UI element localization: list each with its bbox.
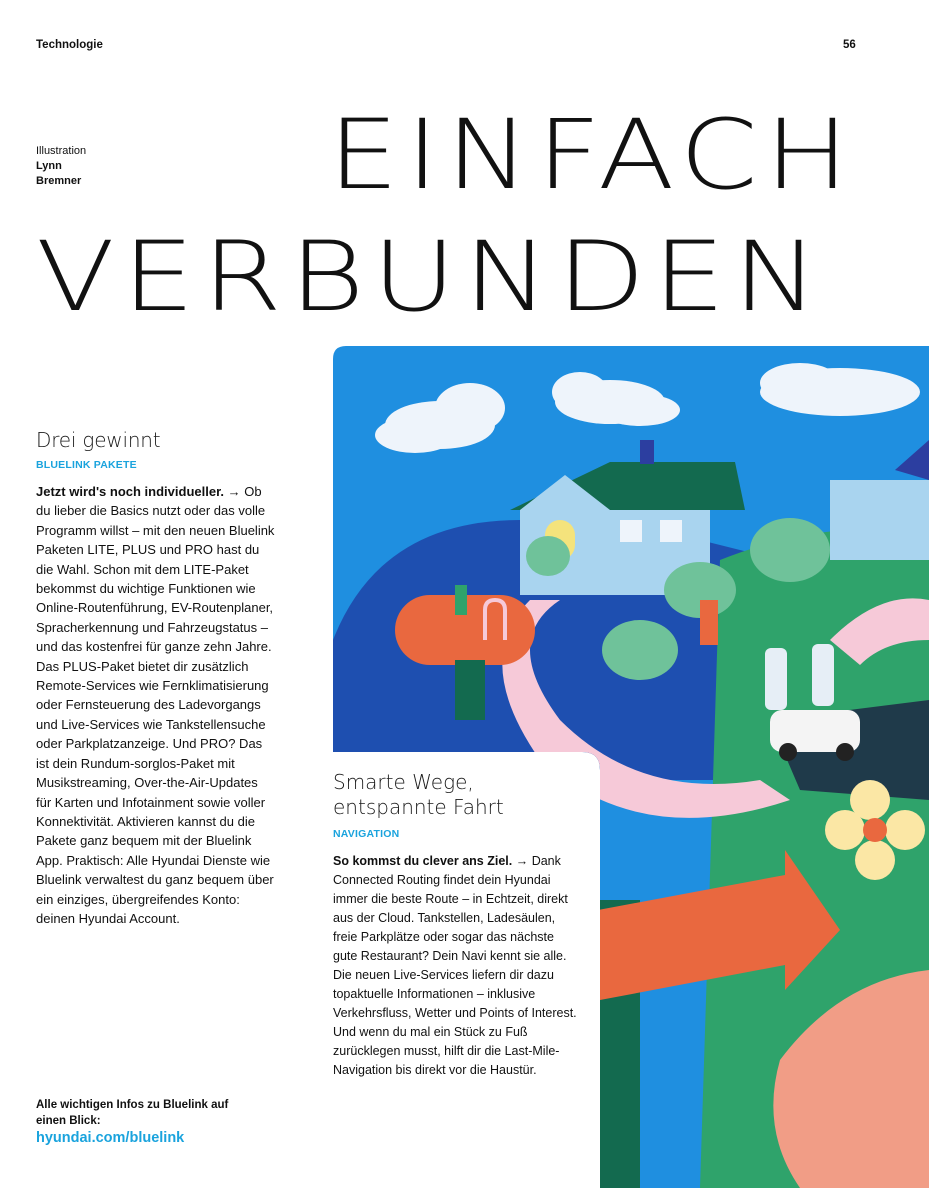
article-bluelink-pakete: [36, 428, 276, 928]
article-lead: So kommst du clever ans Ziel. →: [333, 854, 529, 868]
info-text: Alle wichtigen Infos zu Bluelink auf einen Blick:: [36, 1099, 229, 1127]
credit-name-first: Lynn: [36, 160, 62, 172]
article-body-text: Dank Connected Routing findet dein Hyundai immer die beste Route – in Echtzeit, direkt aus der Cloud. Tankstellen, Ladesäulen, freie Parkplätze oder sogar das nächste gute Restaurant? Dein Navi kennt sie alle. Die neuen Live-Services liefern dir dazu topaktuelle Informationen – inklusive Verkehrsfluss, Wetter und Points of Interest. Und wenn du mal ein Stück zu Fuß zurücklegen musst, hilft dir die Last-Mile-Navigation bis direkt vor die Haustür.: [333, 854, 577, 1077]
article-lead: Jetzt wird's noch individueller. →: [36, 484, 241, 499]
article-body: [333, 852, 581, 1080]
article-navigation: [333, 770, 581, 1080]
article-title: Drei gewinnt: [36, 428, 161, 452]
headline-line1: EINFACH: [328, 99, 856, 211]
article-title-line2: entspannte Fahrt: [333, 795, 504, 819]
article-kicker: BLUELINK PAKETE: [36, 459, 137, 471]
article-title: [333, 770, 581, 820]
credit-role: Illustration: [36, 145, 87, 157]
info-box: [36, 1098, 236, 1147]
article-title-line1: Smarte Wege,: [333, 770, 474, 794]
article-kicker: NAVIGATION: [333, 828, 400, 840]
headline-line2: VERBUNDEN: [36, 221, 826, 330]
credit-name-last: Bremner: [36, 175, 82, 187]
section-label: Technologie: [36, 39, 103, 51]
article-body: [36, 482, 276, 928]
article-body-text: Ob du lieber die Basics nutzt oder das volle Programm willst – mit den neuen Bluelink Paketen LITE, PLUS und PRO hast du die Wahl. Schon mit dem LITE-Paket bekommst du wichtige Funktionen wie Online-Routenführung, EV-Routenplaner, Spracherkennung und Fahrzeugstatus – und das kostenfrei für ganze zehn Jahre. Das PLUS-Paket bietet dir zusätzlich Remote-Services wie Fernklimatisierung oder Fernsteuerung des Ladevorgangs und Live-Services wie Tankstellensuche oder Parkplatzanzeige. Und PRO? Das ist dein Rundum-sorglos-Paket mit Musikstreaming, Over-the-Air-Updates für Karten und Infotainment sowie voller Konnektivität. Aktivieren kannst du die Pakete ganz bequem mit der Bluelink App. Praktisch: Alle Hyundai Dienste wie Bluelink verwaltest du ganz bequem über ein einziges, übergreifendes Konto: deinen Hyundai Account.: [36, 484, 275, 926]
page-number: 56: [843, 39, 856, 51]
bluelink-link[interactable]: hyundai.com/bluelink: [36, 1130, 185, 1146]
